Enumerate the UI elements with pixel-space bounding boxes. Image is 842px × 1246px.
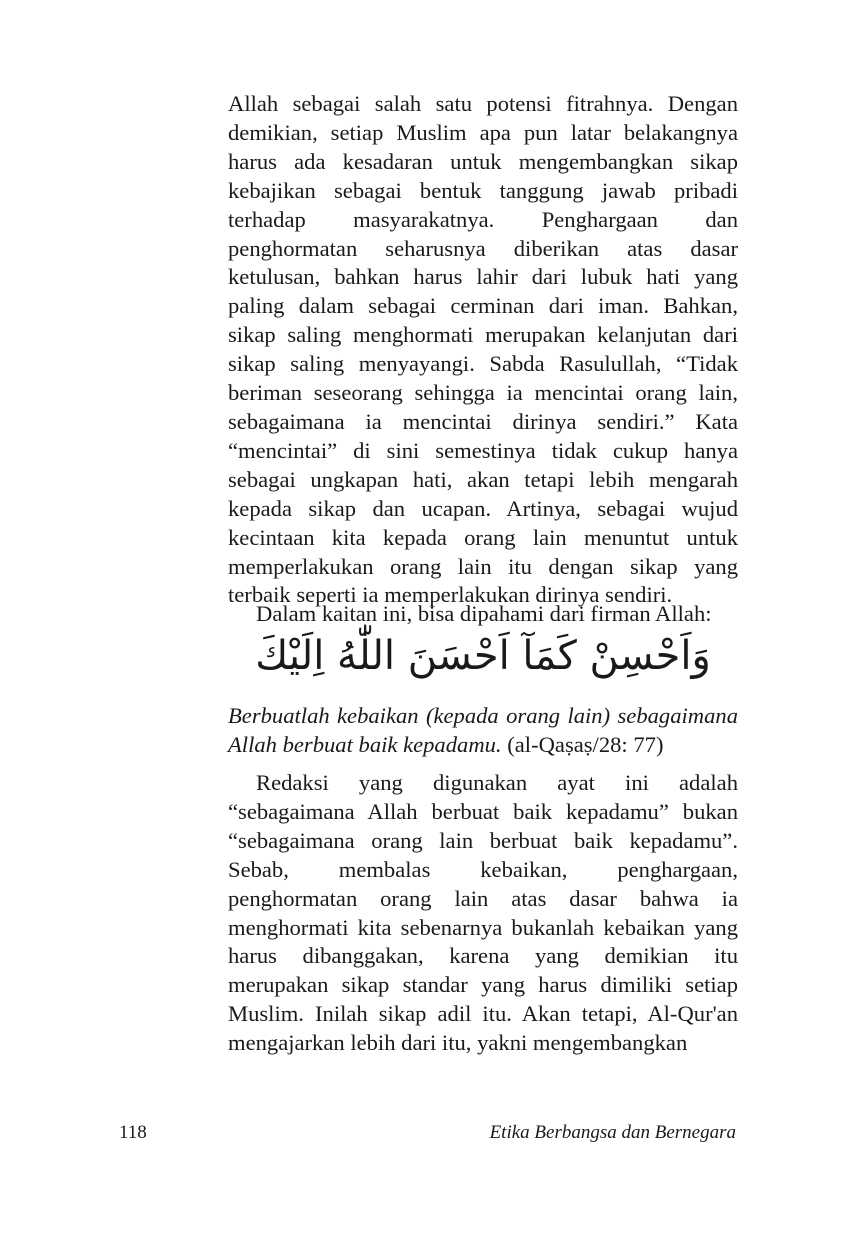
verse-translation — [228, 702, 738, 760]
verse-citation: (al-Qaṣaṣ/28: 77) — [507, 731, 664, 757]
paragraph-text: Dalam kaitan ini, bisa dipahami dari firman Allah: — [256, 601, 712, 626]
paragraph-text: Redaksi yang digunakan ayat ini adalah “sebagaimana Allah berbuat baik kepadamu” bukan “sebagaimana orang lain berbuat baik kepadamu”. Sebab, membalas kebaikan, penghargaan, penghormatan orang lain atas dasar bahwa ia menghormati kita sebenarnya bukanlah kebaikan yang harus dibanggakan, karena yang demikian itu merupakan sikap standar yang harus dimiliki setiap Muslim. Inilah sikap adil itu. Akan tetapi, Al-Qur'an mengajarkan lebih dari itu, yakni mengembangkan — [228, 770, 738, 1056]
translation-text: Berbuatlah kebaikan (kepada orang lain) sebagaimana Allah berbuat baik kepadamu. — [228, 703, 738, 757]
paragraph-text: Allah sebagai salah satu potensi fitrahnya. Dengan demikian, setiap Muslim apa pun latar belakangnya harus ada kesadaran untuk mengembangkan sikap kebajikan sebagai bentuk tanggung jawab pribadi terhadap masyarakatnya. Penghargaan dan penghormatan seharusnya diberikan atas dasar ketulusan, bahkan harus lahir dari lubuk hati yang paling dalam sebagai cerminan dari iman. Bahkan, sikap saling menghormati merupakan kelanjutan dari sikap saling menyayangi. Sabda Rasulullah, “Tidak beriman seseorang sehingga ia mencintai orang lain, sebagaimana ia mencintai dirinya sendiri.” Kata “mencintai” di sini semestinya tidak cukup hanya sebagai ungkapan hati, akan tetapi lebih mengarah kepada sikap dan ucapan. Artinya, sebagai wujud kecintaan kita kepada orang lain menuntut untuk memperlakukan orang lain itu dengan sikap yang terbaik seperti ia memperlakukan dirinya sendiri. — [228, 91, 738, 608]
running-title: Etika Berbangsa dan Bernegara — [489, 1122, 736, 1143]
page-number: 118 — [119, 1122, 147, 1143]
body-paragraph-2 — [228, 600, 738, 629]
quran-verse-arabic: وَاَحْسِنْ كَمَآ اَحْسَنَ اللّٰهُ اِلَيْكَ — [255, 633, 711, 679]
body-paragraph-1 — [228, 90, 738, 610]
body-paragraph-3 — [228, 769, 738, 1058]
